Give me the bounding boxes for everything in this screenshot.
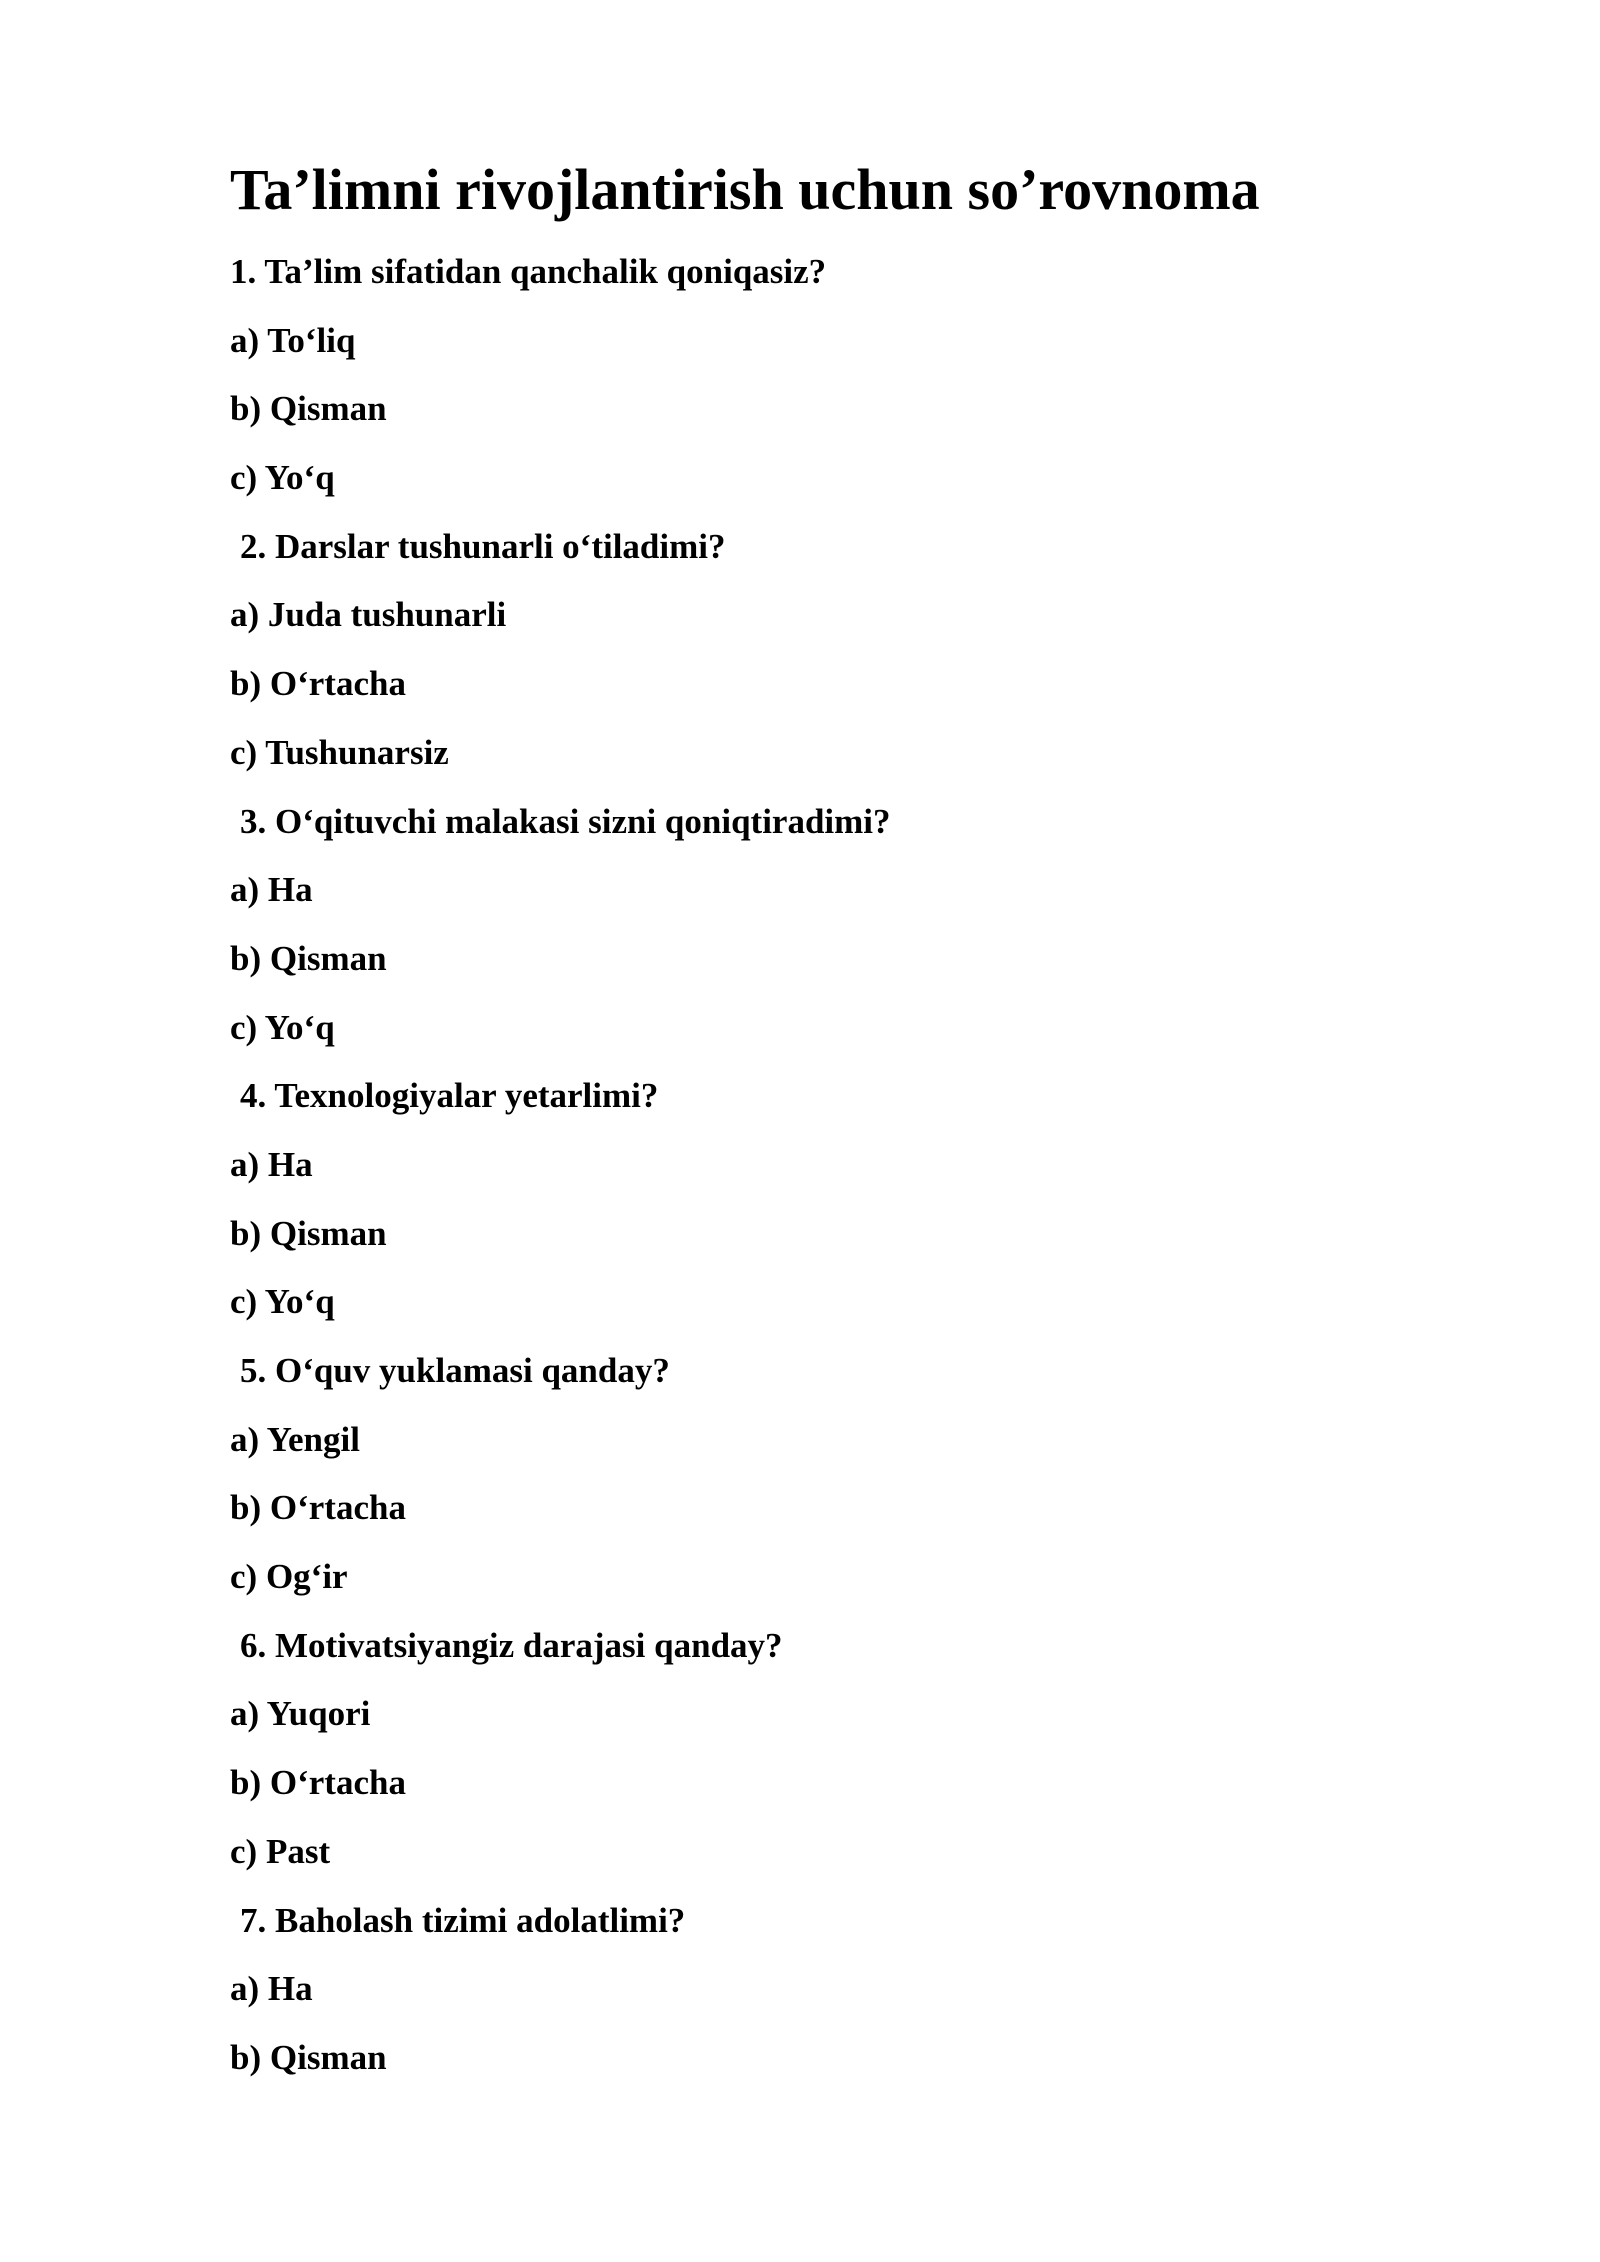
question-6-option-b: b) O‘rtacha: [230, 1763, 406, 1803]
question-7: 7. Baholash tizimi adolatlimi?: [240, 1900, 686, 1940]
question-2-option-a: a) Juda tushunarli: [230, 595, 507, 635]
question-7-option-a: a) Ha: [230, 1969, 313, 2009]
question-2-option-b: b) O‘rtacha: [230, 664, 406, 704]
question-5-option-b: b) O‘rtacha: [230, 1488, 406, 1528]
question-6: 6. Motivatsiyangiz darajasi qanday?: [240, 1625, 783, 1665]
question-4: 4. Texnologiyalar yetarlimi?: [240, 1076, 659, 1116]
question-1-option-a: a) To‘liq: [230, 320, 356, 360]
question-3-option-c: c) Yo‘q: [230, 1007, 335, 1047]
question-3-option-b: b) Qisman: [230, 938, 387, 978]
question-1-option-b: b) Qisman: [230, 389, 387, 429]
question-2: 2. Darslar tushunarli o‘tiladimi?: [240, 526, 726, 566]
question-5-option-a: a) Yengil: [230, 1419, 360, 1459]
document-page: [230, 150, 1430, 2105]
question-1: 1. Ta’lim sifatidan qanchalik qoniqasiz?: [230, 252, 827, 291]
question-1-option-c: c) Yo‘q: [230, 458, 335, 498]
survey-content: [230, 250, 1430, 2105]
question-4-option-a: a) Ha: [230, 1144, 313, 1184]
question-6-option-c: c) Past: [230, 1831, 331, 1871]
question-5-option-c: c) Og‘ir: [230, 1557, 348, 1597]
question-6-option-a: a) Yuqori: [230, 1694, 371, 1734]
question-3-option-a: a) Ha: [230, 870, 313, 910]
question-3: 3. O‘qituvchi malakasi sizni qoniqtiradimi?: [240, 801, 891, 841]
question-4-option-b: b) Qisman: [230, 1213, 387, 1253]
question-7-option-b: b) Qisman: [230, 2037, 387, 2077]
question-4-option-c: c) Yo‘q: [230, 1282, 335, 1322]
document-title: Ta’limni rivojlantirish uchun so’rovnoma: [230, 157, 1260, 222]
question-2-option-c: c) Tushunarsiz: [230, 732, 449, 772]
question-5: 5. O‘quv yuklamasi qanday?: [240, 1351, 670, 1390]
